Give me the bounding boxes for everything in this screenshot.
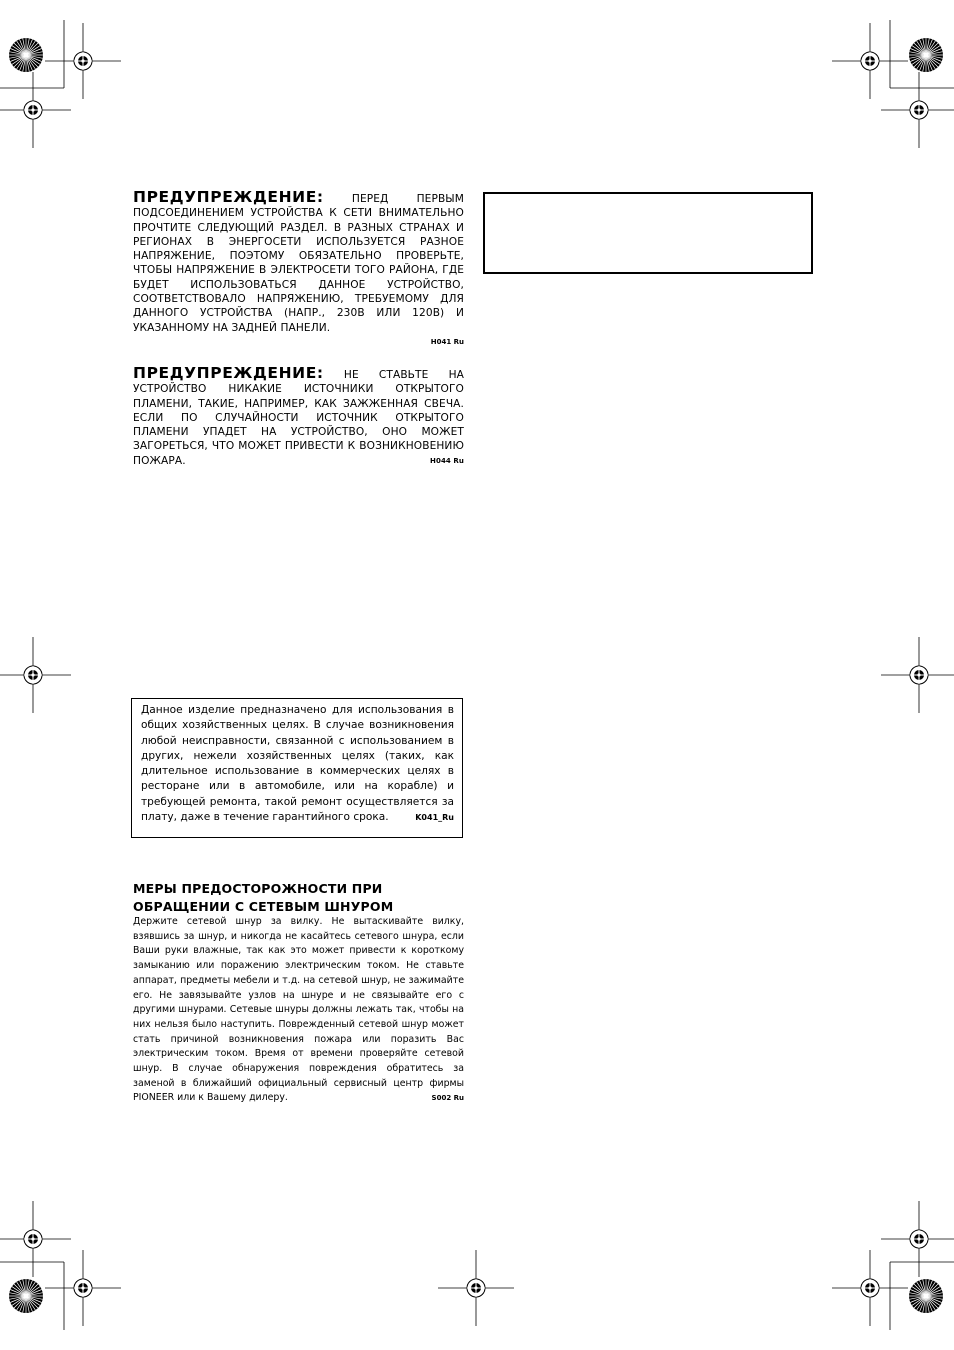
household-use-notice-text: Данное изделие предназначено для использования в общих хозяйственных целях. В случае возникновения любой неисправности, связанной с использованием в других, нежели хозяйственных целях (таких, как длительное использование в коммерческих целях в ресторане или в автомобиле, или на корабле) и требующей ремонта, такой ремонт осуществляется за плату, даже в течение гарантийного срока. <box>141 704 454 824</box>
warning-voltage-body: ПЕРЕД ПЕРВЫМ ПОДСОЕДИНЕНИЕМ УСТРОЙСТВА К СЕТИ ВНИМАТЕЛЬНО ПРОЧТИТЕ СЛЕДУЮЩИЙ РАЗДЕЛ. В РАЗНЫХ СТРАНАХ И РЕГИОНАХ В ЭНЕРГОСЕТИ ИСПОЛЬЗУЕТСЯ РАЗНОЕ НАПРЯЖЕНИЕ, ПОЭТОМУ ОБЯЗАТЕЛЬНО ПРОВЕРЬТЕ, ЧТОБЫ НАПРЯЖЕНИЕ В ЭЛЕКТРОСЕТИ ТОГО РАЙОНА, ГДЕ БУДЕТ ИСПОЛЬЗОВАТЬСЯ ДАННОЕ УСТРОЙСТВО, СООТВЕТСТВОВАЛО НАПРЯЖЕНИЮ, ТРЕБУЕМОМУ ДЛЯ ДАННОГО УСТРОЙСТВА (НАПР., 230В ИЛИ 120В) И УКАЗАННОМУ НА ЗАДНЕЙ ПАНЕЛИ. <box>133 193 464 334</box>
power-cord-body: Держите сетевой шнур за вилку. Не вытаскивайте вилку, взявшись за шнур, и никогда не касайтесь сетевого шнура, если Ваши руки влажные, так как это может привести к короткому замыканию или поражению электрическим током. Не ставьте аппарат, предметы мебели и т.д. на сетевой шнур, не зажимайте его. Не завязывайте узлов на шнуре и не связывайте его с другими шнурами. Сетевые шнуры должны лежать так, чтобы на них нельзя было наступить. Поврежденный сетевой шнур может стать причиной возникновения пожара или поразить Вас электрическим током. Время от времени проверяйте сетевой шнур. В случае обнаружения повреждения обратитесь за заменой в ближайший официальный сервисный центр фирмы PIONEER или к Вашему дилеру. <box>133 916 464 1104</box>
household-use-notice-code: K041_Ru <box>415 813 454 823</box>
power-cord-heading: МЕРЫ ПРЕДОСТОРОЖНОСТИ ПРИ ОБРАЩЕНИИ С СЕТЕВЫМ ШНУРОМ <box>133 881 394 914</box>
registration-star-bottom-right <box>909 1279 943 1313</box>
warning-voltage-code: H041 Ru <box>430 337 464 346</box>
registration-star-top-right <box>909 38 943 72</box>
power-cord-precautions <box>133 880 464 1106</box>
household-use-notice <box>131 698 463 838</box>
warning-voltage-text <box>133 190 464 335</box>
warning-flame-code: H044 Ru <box>430 456 464 465</box>
warning-voltage-heading: ПРЕДУПРЕЖДЕНИЕ: <box>133 188 324 206</box>
power-cord-code: S002 Ru <box>431 1094 464 1103</box>
registration-star-bottom-left <box>9 1279 43 1313</box>
warning-flame-body: НЕ СТАВЬТЕ НА УСТРОЙСТВО НИКАКИЕ ИСТОЧНИКИ ОТКРЫТОГО ПЛАМЕНИ, ТАКИЕ, НАПРИМЕР, КАК ЗАЖЖЕННАЯ СВЕЧА. ЕСЛИ ПО СЛУЧАЙНОСТИ ИСТОЧНИК ОТКРЫТОГО ПЛАМЕНИ УПАДЕТ НА УСТРОЙСТВО, ОНО МОЖЕТ ЗАГОРЕТЬСЯ, ЧТО МОЖЕТ ПРИВЕСТИ К ВОЗНИКНОВЕНИЮ ПОЖАРА. <box>133 369 464 467</box>
warning-voltage <box>133 190 464 347</box>
registration-star-top-left <box>9 38 43 72</box>
power-cord-text <box>133 915 464 1106</box>
warning-flame-text <box>133 366 464 468</box>
empty-framed-box <box>483 192 813 274</box>
warning-flame-heading: ПРЕДУПРЕЖДЕНИЕ: <box>133 364 324 382</box>
warning-flame <box>133 366 464 468</box>
